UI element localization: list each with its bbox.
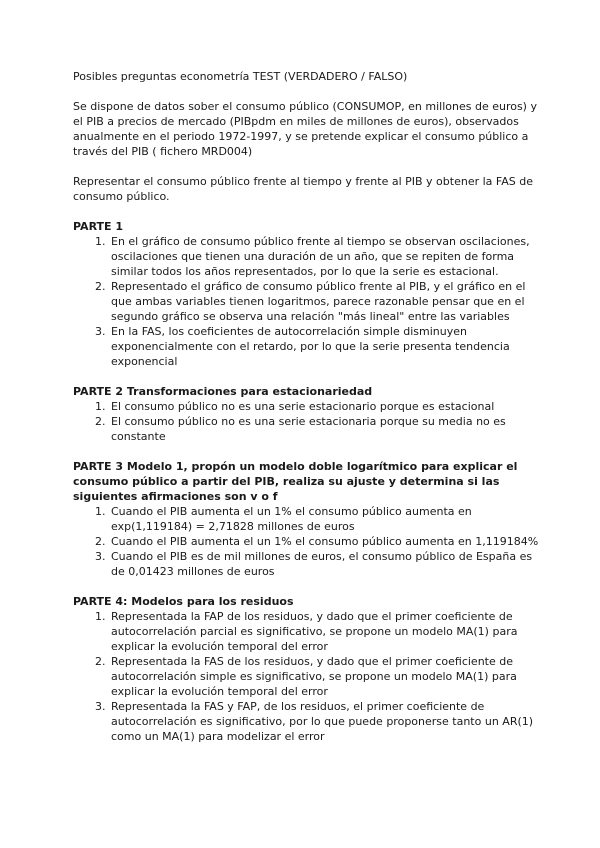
list-item: 1. En el gráfico de consumo público frente al tiempo se observan oscilaciones, oscilaciones que tienen una duración de un año, que se repiten de forma similar todos los años representados, por lo que la serie es estacional. (109, 234, 540, 279)
list-item: 1. Representada la FAP de los residuos, y dado que el primer coeficiente de autocorrelación parcial es significativo, se propone un modelo MA(1) para explicar la evolución temporal del error (109, 609, 540, 654)
part-3-heading: PARTE 3 Modelo 1, propón un modelo doble logarítmico para explicar el consumo público a partir del PIB, realiza su ajuste y determina si las siguientes afirmaciones son v o f (73, 460, 518, 503)
list-item: 2. El consumo público no es una serie estacionaria porque su media no es constante (109, 414, 540, 444)
document-title: Posibles preguntas econometría TEST (VERDADERO / FALSO) (73, 70, 408, 83)
list-item: 2. Representada la FAS de los residuos, y dado que el primer coeficiente de autocorrelación simple es significativo, se propone un modelo MA(1) para explicar la evolución temporal del error (109, 654, 540, 699)
part-1 (73, 219, 540, 369)
list-item: 3. Representada la FAS y FAP, de los residuos, el primer coeficiente de autocorrelación es significativo, por lo que puede proponerse tanto un AR(1) como un MA(1) para modelizar el error (109, 699, 540, 744)
list-item: 3. En la FAS, los coeficientes de autocorrelación simple disminuyen exponencialmente con el retardo, por lo que la serie presenta tendencia exponencial (109, 324, 540, 369)
part-2-list (73, 399, 540, 444)
part-3-list (73, 504, 540, 579)
part-2 (73, 384, 540, 444)
task-paragraph: Representar el consumo público frente al tiempo y frente al PIB y obtener la FAS de consumo público. (73, 175, 533, 203)
part-1-heading: PARTE 1 (73, 220, 124, 233)
part-2-heading: PARTE 2 Transformaciones para estacionariedad (73, 385, 373, 398)
list-item: 3. Cuando el PIB es de mil millones de euros, el consumo público de España es de 0,01423 millones de euros (109, 549, 540, 579)
part-4-heading: PARTE 4: Modelos para los residuos (73, 595, 294, 608)
list-item: 2. Cuando el PIB aumenta el un 1% el consumo público aumenta en 1,119184% (109, 534, 540, 549)
part-4-list (73, 609, 540, 744)
part-3 (73, 459, 540, 579)
list-item: 1. El consumo público no es una serie estacionario porque es estacional (109, 399, 540, 414)
part-4 (73, 594, 540, 744)
intro-paragraph: Se dispone de datos sober el consumo público (CONSUMOP, en millones de euros) y el PIB a precios de mercado (PIBpdm en miles de millones de euros), observados anualmente en el periodo 1972-1997, y se pretende explicar el consumo público a través del PIB ( fichero MRD004) (73, 100, 537, 158)
list-item: 1. Cuando el PIB aumenta el un 1% el consumo público aumenta en exp(1,119184) = 2,71828 millones de euros (109, 504, 540, 534)
list-item: 2. Representado el gráfico de consumo público frente al PIB, y el gráfico en el que ambas variables tienen logaritmos, parece razonable pensar que en el segundo gráfico se observa una relación "más lineal" entre las variables (109, 279, 540, 324)
part-1-list (73, 234, 540, 369)
